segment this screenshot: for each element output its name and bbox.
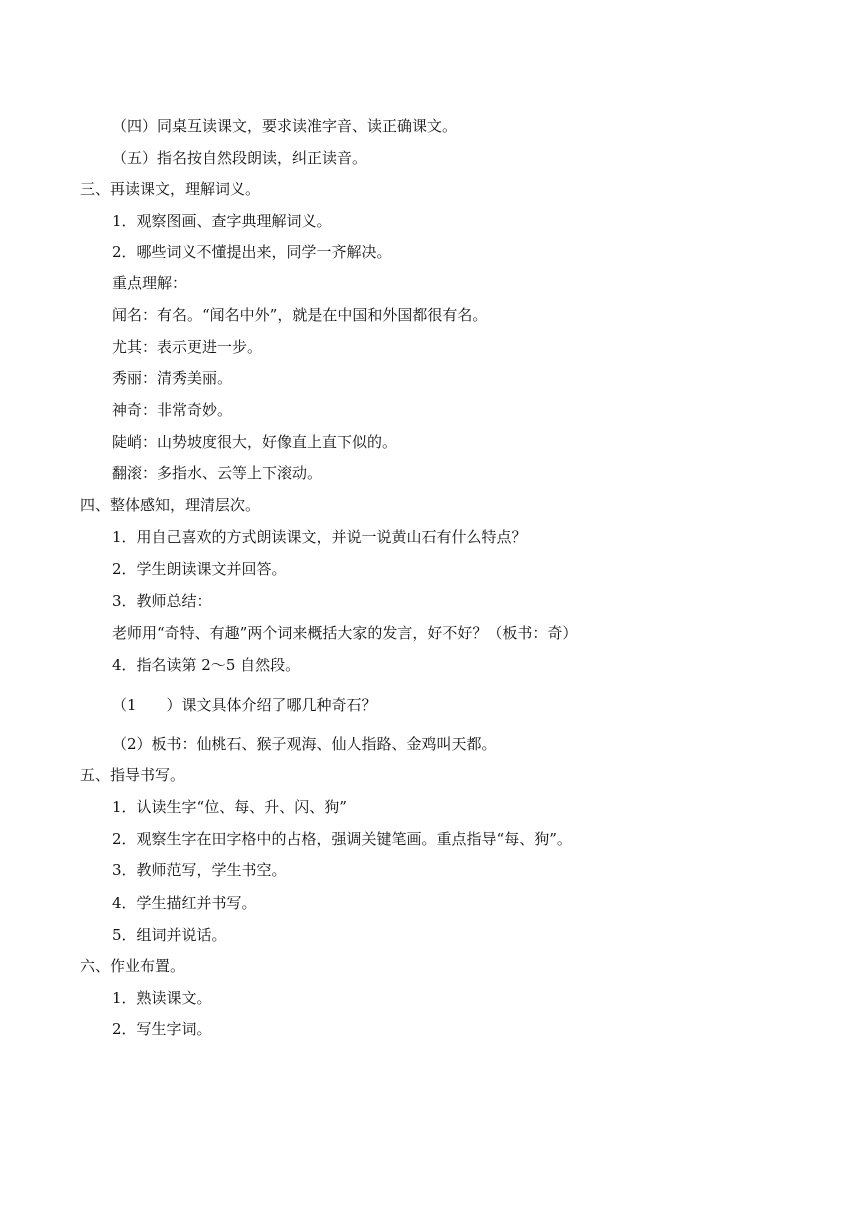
text-line: 1．认读生字“位、每、升、闪、狗” (112, 798, 347, 816)
text-line: 老师用“奇特、有趣”两个词来概括大家的发言，好不好？（板书：奇） (112, 624, 578, 642)
text-line: 2．学生朗读课文并回答。 (112, 560, 287, 578)
section-heading: 六、作业布置。 (80, 957, 186, 975)
text-line: 重点理解： (112, 274, 188, 292)
section-heading: 四、整体感知，理清层次。 (80, 496, 261, 514)
text-line: 1．观察图画、查字典理解词义。 (112, 212, 332, 230)
text-line: 2．观察生字在田字格中的占格，强调关键笔画。重点指导“每、狗”。 (112, 830, 572, 848)
text-line: （四）同桌互读课文，要求读准字音、读正确课文。 (112, 117, 458, 135)
text-line: 尤其：表示更进一步。 (112, 338, 263, 356)
text-line: （2）板书：仙桃石、猴子观海、仙人指路、金鸡叫天都。 (112, 735, 497, 753)
text-line: （1 ）课文具体介绍了哪几种奇石？ (112, 696, 377, 714)
text-line: 5．组词并说话。 (112, 926, 227, 944)
text-line: 神奇：非常奇妙。 (112, 401, 233, 419)
text-line: 3．教师总结： (112, 592, 212, 610)
text-line: 翻滚：多指水、云等上下滚动。 (112, 464, 323, 482)
text-line: 4．指名读第 2～5 自然段。 (112, 656, 301, 674)
text-line: 秀丽：清秀美丽。 (112, 369, 233, 387)
text-line: 2．哪些词义不懂提出来，同学一齐解决。 (112, 243, 392, 261)
text-line: 1．用自己喜欢的方式朗读课文，并说一说黄山石有什么特点？ (112, 528, 527, 546)
section-heading: 五、指导书写。 (80, 766, 186, 784)
text-line: 闻名：有名。“闻名中外”，就是在中国和外国都很有名。 (112, 306, 488, 324)
text-line: 2．写生字词。 (112, 1020, 212, 1038)
text-line: 3．教师范写，学生书空。 (112, 861, 287, 879)
section-heading: 三、再读课文，理解词义。 (80, 180, 261, 198)
text-line: 4．学生描红并书写。 (112, 894, 257, 912)
text-line: （五）指名按自然段朗读，纠正读音。 (112, 149, 368, 167)
text-line: 1．熟读课文。 (112, 989, 212, 1007)
text-line: 陡峭：山势坡度很大，好像直上直下似的。 (112, 433, 398, 451)
